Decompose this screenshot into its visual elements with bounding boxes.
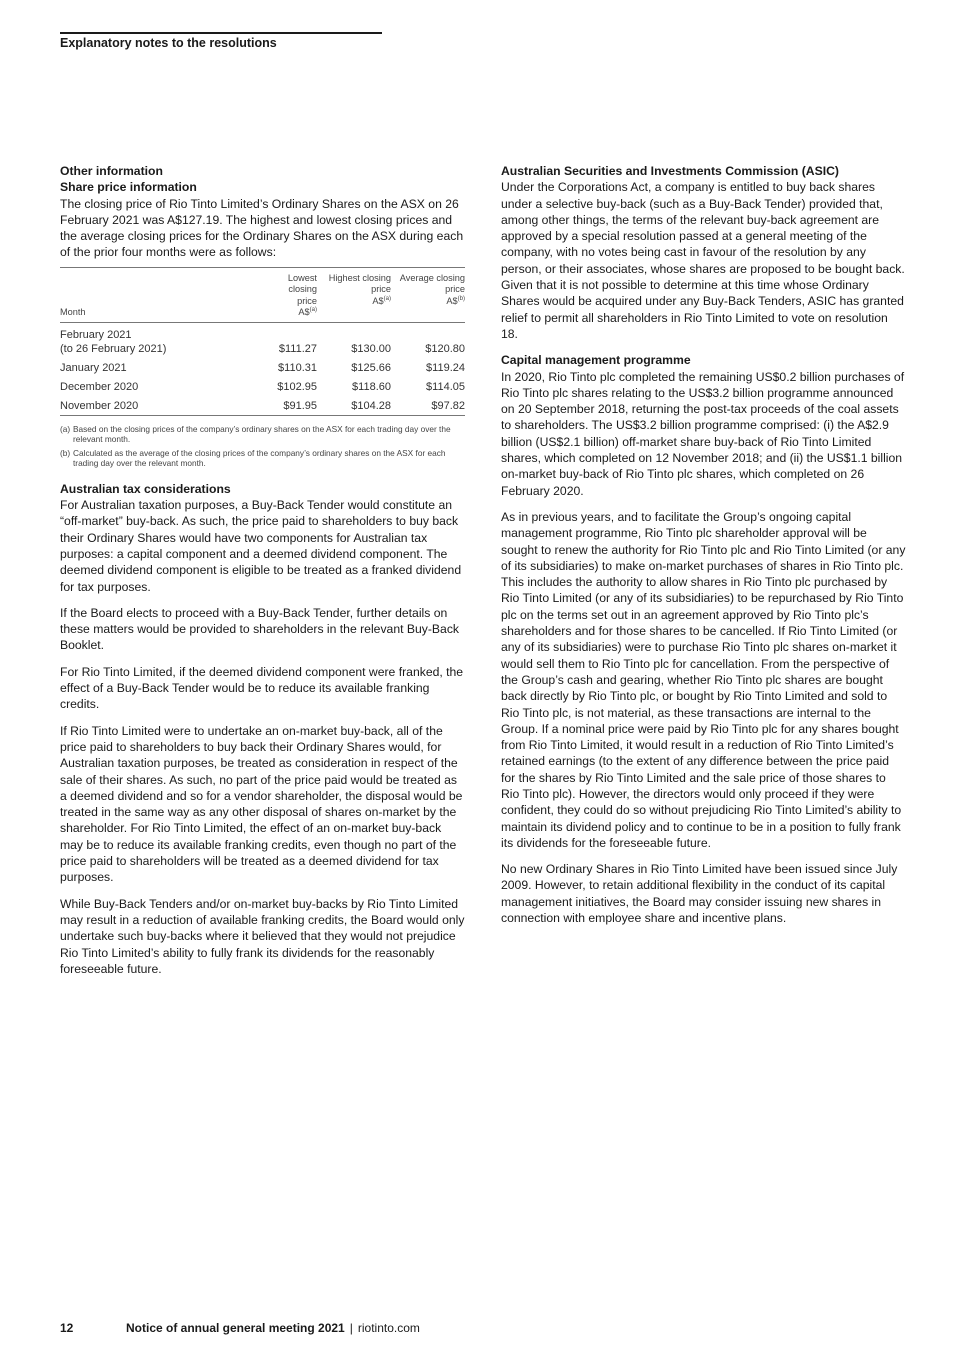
tax-paragraph-3: For Rio Tinto Limited, if the deemed dividend component were franked, the effect of a Buy-Back Tender would be to reduce its available franking credits.: [60, 664, 464, 712]
page-footer: [60, 1321, 420, 1335]
section-title: Explanatory notes to the resolutions: [60, 36, 277, 50]
footnote-b: (b) Calculated as the average of the closing prices of the company’s ordinary shares on the ASX for each trading day over the relevant month.: [60, 447, 446, 469]
col-highest-header: Highest closing price A\$$^{(a)}$: [328, 272, 391, 306]
share-price-table: [60, 267, 465, 416]
table-row: February 2021 (to 26 February 2021) $111.27 $130.00 $120.80: [60, 328, 465, 355]
footer-site-link[interactable]: riotinto.com: [357, 1321, 420, 1335]
footnote-a: (a) Based on the closing prices of the company’s ordinary shares on the ASX for each trading day over the relevant month.: [60, 423, 451, 445]
footer-separator: |: [349, 1321, 353, 1335]
table-footnotes: [60, 424, 465, 469]
tax-paragraph-2: If the Board elects to proceed with a Buy-Back Tender, further details on these matters would be provided to shareholders in the relevant Buy-Back Booklet.: [60, 605, 460, 653]
other-info-heading: Other information: [60, 164, 163, 178]
left-column: [60, 163, 465, 987]
capital-paragraph-3: No new Ordinary Shares in Rio Tinto Limited have been issued since July 2009. However, to retain additional flexibility in the conduct of its capital management initiatives, the Board may consider issuing new shares in connection with employee share and incentive plans.: [501, 862, 898, 926]
footer-title: Notice of annual general meeting 2021: [126, 1321, 345, 1335]
col-lowest-header: Lowest closing price A\$$^{(a)}$: [287, 272, 317, 318]
capital-paragraph-1: In 2020, Rio Tinto plc completed the remaining US$0.2 billion purchases of Rio Tinto plc shares relating to the US$3.2 billion programme announced on 20 September 2018, returning the post-tax proceeds of the coal assets to shareholders. The US$3.2 billion programme comprised: (i) the A$2.9 billion (US$2.1 billion) off-market share buy-back of Rio Tinto Limited shares, which completed on 12 November 2018; and (ii) the US$1.1 billion on-market buy-back of Rio Tinto plc shares, which completed on 26 February 2020.: [501, 369, 905, 498]
tax-heading: Australian tax considerations: [60, 481, 231, 496]
table-row: December 2020 $102.95 $118.60 $114.05: [60, 380, 465, 393]
capital-heading: Capital management programme: [501, 353, 691, 368]
asic-paragraph: Under the Corporations Act, a company is entitled to buy back shares under a selective buy-back (such as a Buy-Back Tender) provided that, among other things, the terms of the relevant buy-back agreement are approved by a special resolution passed at a general meeting of the company, with no votes being cast in favour of the resolution by any person, or their associates, whose shares are proposed to be bought back. Given that it is not possible to determine at this time whose Ordinary Shares would be acquired under any Buy-Back Tenders, ASIC has granted relief to permit all shareholders in Rio Tinto Limited to vote on resolution 18.: [501, 180, 905, 341]
table-header: [60, 268, 465, 323]
tax-paragraph-5: While Buy-Back Tenders and/or on-market buy-backs by Rio Tinto Limited may result in a reduction of available franking credits, the Board would only undertake such buy-backs where it believed that they would not prejudice Rio Tinto Limited’s ability to fully frank its dividends for the reasonably foreseeable future.: [60, 896, 465, 976]
asic-heading: Australian Securities and Investments Commission (ASIC): [501, 164, 839, 178]
col-average-header: Average closing price A\$$^{(b)}$: [399, 272, 465, 306]
table-row: November 2020 $91.95 $104.28 $97.82: [60, 396, 465, 416]
tax-paragraph-4: If Rio Tinto Limited were to undertake an on-market buy-back, all of the price paid to shareholders to buy back their Ordinary Shares would, for Australian taxation purposes, be treated as consideration in respect of the sale of their shares. As such, no part of the price paid would be treated as a deemed dividend and so for a vendor shareholder, the disposal would be treated in the same way as any other disposal of shares on-market by the shareholder. For Rio Tinto Limited, the effect of an on-market buy-back may be to reduce its available franking credits, even though no part of the price paid to shareholders will be treated as a deemed dividend for tax purposes.: [60, 723, 463, 885]
page-number: 12: [60, 1321, 74, 1335]
header-rule: [60, 32, 382, 34]
tax-paragraph-1: For Australian taxation purposes, a Buy-Back Tender would constitute an “off-market” buy-back. As such, the price paid to shareholders to buy back their Ordinary Shares would have two components for Australian tax purposes: a capital component and a deemed dividend component. The deemed dividend component is eligible to be treated as a franked dividend for tax purposes.: [60, 498, 462, 594]
table-row: January 2021 $110.31 $125.66 $119.24: [60, 361, 465, 374]
col-month-header: Month: [60, 307, 86, 318]
right-column: [501, 163, 906, 936]
share-price-heading: Share price information: [60, 180, 197, 195]
capital-paragraph-2: As in previous years, and to facilitate the Group’s ongoing capital management programme, Rio Tinto plc shareholder approval will be sought to renew the authority for Rio Tinto plc and Rio Tinto Limited (or any of its subsidiaries) to make on-market purchases of shares in Rio Tinto plc. This includes the authority to allow shares in Rio Tinto plc purchased by Rio Tinto Limited (or any of its subsidiaries) to be repurchased by Rio Tinto plc on the terms set out in an agreement approved by Rio Tinto plc’s shareholders and for those shares to be cancelled. If Rio Tinto Limited (or any of its subsidiaries) were to purchase Rio Tinto plc shares on-market it would sell them to Rio Tinto plc for cancellation. From the perspective of the Group’s cash and gearing, whether Rio Tinto plc shares are bought back directly by Rio Tinto plc, or bought by Rio Tinto Limited and sold to Rio Tinto plc, is not material, as these transactions are internal to the Group. If a nominal price were paid by Rio Tinto plc for any shares bought from Rio Tinto Limited, it would result in a reduction of Rio Tinto Limited’s retained earnings (to the extent of any difference between the price paid for the shares by Rio Tinto Limited and the sale price of those shares to Rio Tinto plc). However, the directors would only proceed if they were confident, they could do so without prejudicing Rio Tinto Limited’s ability to maintain its dividend policy and to continue to be in a position to fully frank its dividends for the foreseeable future.: [501, 509, 906, 850]
share-price-intro: The closing price of Rio Tinto Limited’s Ordinary Shares on the ASX on 26 February 2021 was A$127.19. The highest and lowest closing prices and the average closing prices for the Ordinary Shares on the ASX during each of the prior four months were as follows:: [60, 196, 464, 260]
